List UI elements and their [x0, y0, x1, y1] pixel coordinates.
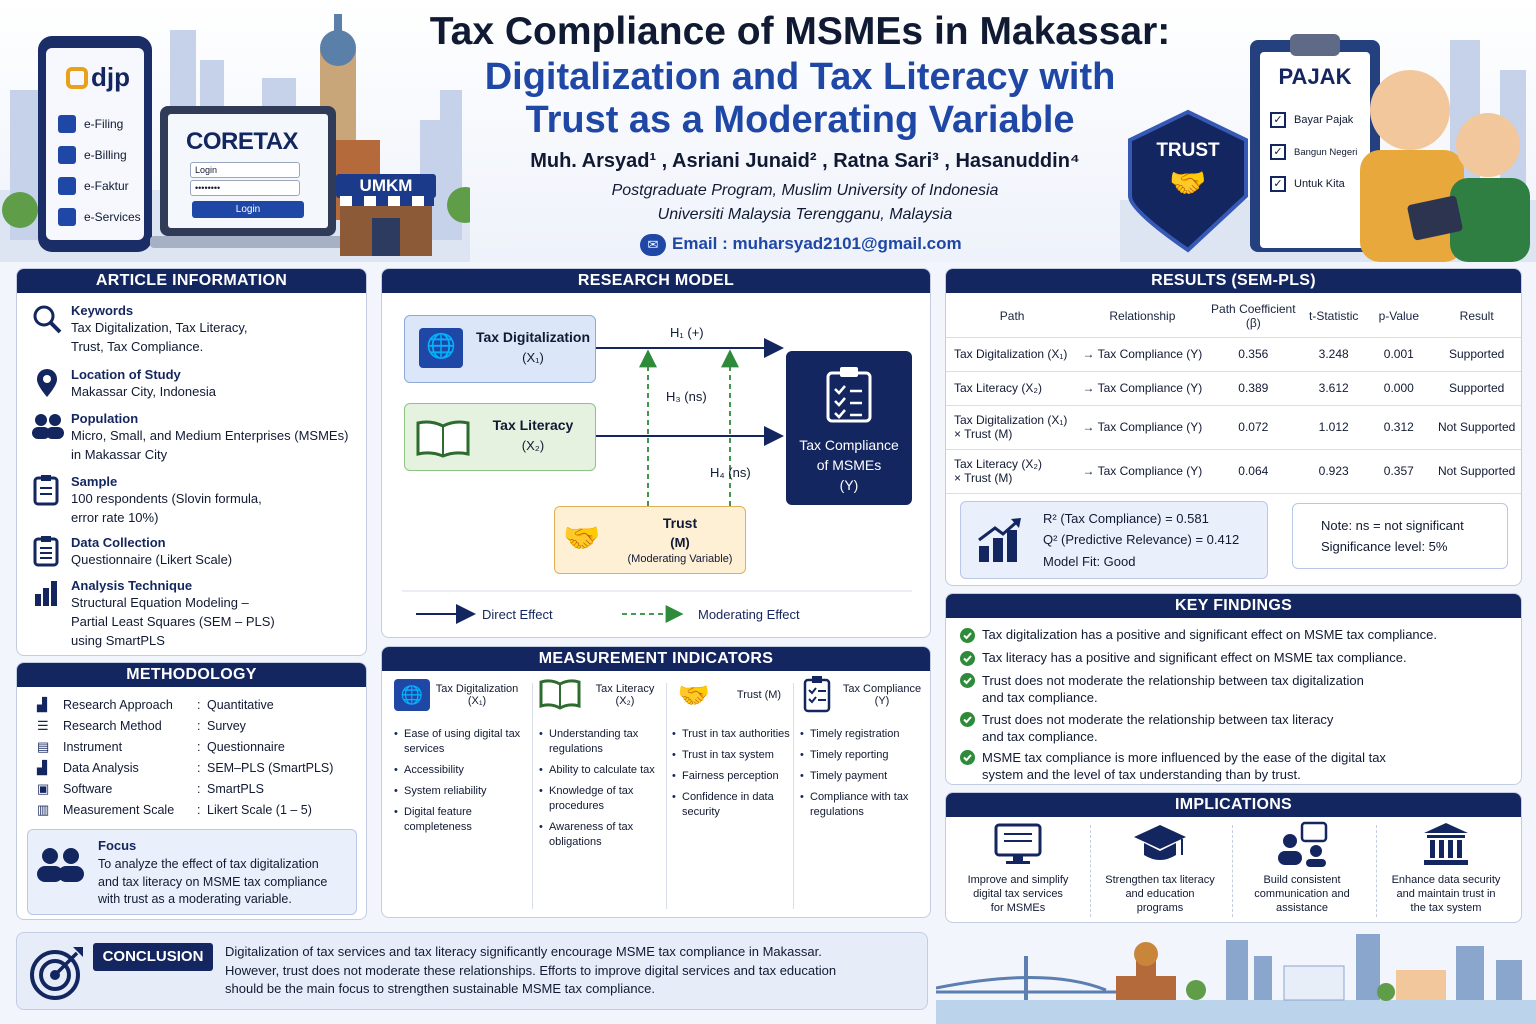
note-box: Note: ns = not significant Significance level: 5%: [1292, 503, 1508, 569]
search-icon: [31, 303, 71, 356]
article-info-title: ARTICLE INFORMATION: [17, 269, 366, 293]
method-row: ▣ Software : SmartPLS: [37, 781, 264, 796]
target-icon: [29, 945, 85, 1006]
clipboard-item: ✓ Bayar Pajak: [1270, 104, 1370, 136]
construct-trust: 🤝 Trust (M) (Moderating Variable): [554, 506, 746, 574]
column-divider: [532, 683, 533, 909]
handshake-icon: 🤝: [677, 679, 711, 710]
clipboard-title: PAJAK: [1278, 64, 1352, 89]
scale-icon: ▥: [37, 802, 50, 817]
email-icon: ✉: [640, 234, 666, 256]
monitor-icon: [948, 821, 1088, 873]
chart-icon: ▟: [37, 697, 47, 712]
trust-shield-label: TRUST: [1156, 140, 1220, 161]
implication-item: Enhance data security and maintain trust in the tax system: [1376, 821, 1516, 915]
method-row: ▥ Measurement Scale : Likert Scale (1 – 5): [37, 802, 312, 817]
people-icon: [36, 846, 86, 887]
conclusion-text: Digitalization of tax services and tax literacy significantly encourage MSME tax compliance in Makassar. However, trust does not moderate these relationships. Efforts to improve digital services and tax education should be the main focus to strengthen sustainable MSME tax compliance.: [225, 944, 837, 996]
check-circle-icon: [960, 711, 982, 745]
invoice-icon: [58, 177, 76, 195]
info-data-collection: Data Collection Questionnaire (Likert Scale): [31, 535, 367, 572]
measurement-panel: [381, 646, 931, 918]
table-row: Tax Digitalization (X₁) × Trust (M) → Tax Compliance (Y) 0.072 1.012 0.312 Not Supported: [946, 405, 1522, 449]
affiliation-1: Postgraduate Program, Muslim University of Indonesia: [611, 182, 999, 199]
indicator-column: 🌐 Tax Digitalization (X₁) • Ease of using digital tax services • Accessibility • System reliability • Digital feature completeness: [394, 671, 524, 903]
djp-logo-mark: [66, 67, 88, 89]
article-info-panel: [16, 268, 367, 656]
growth-chart-icon: [975, 516, 1025, 571]
globe-monitor-icon: 🌐: [419, 328, 463, 368]
checkbox-icon: ✓: [1270, 112, 1286, 128]
clipboard-item: ✓ Untuk Kita: [1270, 168, 1370, 200]
finding-item: Trust does not moderate the relationship between tax digitalization and tax compliance.: [960, 672, 1520, 706]
check-circle-icon: [960, 672, 982, 706]
user-icon: [58, 208, 76, 226]
poster-subtitle-line1: Digitalization and Tax Literacy with: [484, 56, 1116, 98]
methodology-title: METHODOLOGY: [17, 663, 366, 687]
software-icon: ▣: [37, 781, 50, 796]
table-row: Tax Literacy (X₂) → Tax Compliance (Y) 0.389 3.612 0.000 Supported: [946, 371, 1522, 405]
key-findings-panel: [945, 593, 1522, 785]
r2-value: R² (Tax Compliance) = 0.581: [1043, 511, 1209, 526]
conclusion-label: CONCLUSION: [93, 943, 213, 971]
results-table: [946, 295, 1522, 494]
billing-icon: [58, 146, 76, 164]
handshake-icon: 🤝: [1169, 167, 1207, 200]
check-circle-icon: [960, 650, 982, 669]
key-findings-title: KEY FINDINGS: [946, 594, 1521, 618]
indicator-column: Tax Literacy (X₂) • Understanding tax regulations • Ability to calculate tax • Knowledge of tax procedures • Awareness of tax obligations: [539, 671, 669, 903]
method-row: ▟ Data Analysis : SEM–PLS (SmartPLS): [37, 760, 334, 775]
method-row: ▟ Research Approach : Quantitative: [37, 697, 274, 712]
finding-item: Tax digitalization has a positive and significant effect on MSME tax compliance.: [960, 627, 1520, 646]
checklist-icon: [800, 675, 834, 716]
construct-x1: 🌐 Tax Digitalization (X₁): [404, 315, 596, 383]
info-keywords: Keywords Tax Digitalization, Tax Literacy, Trust, Tax Compliance.: [31, 303, 367, 356]
legend-moderating: Moderating Effect: [698, 607, 800, 622]
document-icon: ▤: [37, 739, 50, 754]
results-title: RESULTS (SEM-PLS): [946, 269, 1521, 293]
clipboard-list-icon: [31, 535, 71, 572]
construct-x2: Tax Literacy (X₂): [404, 403, 596, 471]
finding-item: Trust does not moderate the relationship between tax literacy and tax compliance.: [960, 711, 1520, 745]
implications-panel: [945, 792, 1522, 923]
analytics-icon: ▟: [37, 760, 47, 775]
legend-direct: Direct Effect: [482, 607, 553, 622]
checklist-icon: [824, 365, 874, 428]
finding-item: Tax literacy has a positive and significant effect on MSME tax compliance.: [960, 650, 1520, 669]
clipboard-list: [1270, 104, 1370, 200]
service-item[interactable]: e-Filing: [58, 108, 142, 139]
measurement-title: MEASUREMENT INDICATORS: [382, 647, 930, 671]
results-panel: [945, 268, 1522, 586]
authors: Muh. Arsyad¹ , Asriani Junaid² , Ratna Sari³ , Hasanuddin⁴: [530, 150, 1080, 172]
info-analysis-technique: Analysis Technique Structural Equation Modeling – Partial Least Squares (SEM – PLS) using SmartPLS: [31, 578, 367, 650]
service-item[interactable]: e-Services: [58, 201, 142, 232]
checkbox-icon: ✓: [1270, 144, 1286, 160]
coretax-logo: CORETAX: [186, 128, 299, 155]
bar-chart-icon: [31, 578, 71, 650]
focus-box: [27, 829, 357, 915]
indicator-column: 🤝 Trust (M) • Trust in tax authorities • Trust in tax system • Fairness perception • Confidence in data security: [672, 671, 802, 903]
model-fit-box: [960, 501, 1268, 579]
focus-heading: Focus: [98, 838, 137, 853]
column-divider: [793, 683, 794, 909]
research-model-title: RESEARCH MODEL: [382, 269, 930, 293]
affiliation-2: Universiti Malaysia Terengganu, Malaysia: [657, 206, 953, 223]
model-fit-value: Model Fit: Good: [1043, 554, 1136, 569]
poster-subtitle-line2: Trust as a Moderating Variable: [525, 99, 1075, 141]
check-circle-icon: [960, 627, 982, 646]
conclusion-panel: [16, 932, 928, 1010]
graduation-cap-icon: [1090, 821, 1230, 873]
location-pin-icon: [31, 367, 71, 404]
document-icon: [58, 115, 76, 133]
info-population: Population Micro, Small, and Medium Enterprises (MSMEs) in Makassar City: [31, 411, 367, 464]
clipboard-item: ✓ Bangun Negeri: [1270, 136, 1370, 168]
table-header-row: Path Relationship Path Coefficient (β) t-Statistic p-Value Result: [946, 295, 1522, 337]
book-icon: [415, 418, 471, 463]
indicator-column: Tax Compliance (Y) • Timely registration • Timely reporting • Timely payment • Compliance with tax regulations: [800, 671, 930, 903]
login-input[interactable]: Login: [190, 162, 300, 178]
poster-title: Tax Compliance of MSMEs in Makassar:: [429, 10, 1171, 53]
info-sample: Sample 100 respondents (Slovin formula, error rate 10%): [31, 474, 367, 527]
q2-value: Q² (Predictive Relevance) = 0.412: [1043, 532, 1240, 547]
globe-monitor-icon: 🌐: [394, 679, 430, 711]
shop-sign: UMKM: [359, 176, 413, 195]
login-button[interactable]: Login: [192, 201, 304, 218]
info-location: Location of Study Makassar City, Indonesia: [31, 367, 367, 404]
implication-item: Improve and simplify digital tax services for MSMEs: [948, 821, 1088, 915]
hypothesis-h4: H₄ (ns): [710, 465, 751, 480]
service-item[interactable]: e-Billing: [58, 139, 142, 170]
djp-logo: djp: [66, 62, 130, 93]
implication-item: Strengthen tax literacy and education programs: [1090, 821, 1230, 915]
clipboard-icon: [31, 474, 71, 527]
focus-text: To analyze the effect of tax digitalization and tax literacy on MSME tax compliance with trust as a moderating variable.: [98, 857, 328, 906]
password-input[interactable]: ••••••••: [190, 180, 300, 196]
consultation-icon: [1232, 821, 1372, 873]
database-icon: ☰: [37, 718, 49, 733]
implications-title: IMPLICATIONS: [946, 793, 1521, 817]
method-row: ☰ Research Method : Survey: [37, 718, 246, 733]
column-divider: [666, 683, 667, 909]
hypothesis-h3: H₃ (ns): [666, 389, 707, 404]
methodology-panel: [16, 662, 367, 920]
hypothesis-h1: H₁ (+): [670, 325, 704, 340]
city-skyline-illustration: [936, 926, 1536, 1024]
service-item[interactable]: e-Faktur: [58, 170, 142, 201]
people-icon: [31, 411, 71, 464]
method-row: ▤ Instrument : Questionnaire: [37, 739, 285, 754]
service-list: [58, 108, 142, 232]
check-circle-icon: [960, 749, 982, 783]
checkbox-icon: ✓: [1270, 176, 1286, 192]
construct-y: Tax Compliance of MSMEs (Y): [786, 351, 912, 505]
institution-icon: [1376, 821, 1516, 873]
finding-item: MSME tax compliance is more influenced by the ease of the digital tax system and the level of tax understanding than by trust.: [960, 749, 1520, 783]
book-icon: [539, 678, 581, 713]
table-row: Tax Digitalization (X₁) → Tax Compliance (Y) 0.356 3.248 0.001 Supported: [946, 337, 1522, 371]
implication-item: Build consistent communication and assistance: [1232, 821, 1372, 915]
research-model-panel: [381, 268, 931, 638]
email-link[interactable]: Email : muharsyad2101@gmail.com: [672, 234, 962, 253]
handshake-icon: 🤝: [563, 522, 601, 555]
table-row: Tax Literacy (X₂) × Trust (M) → Tax Compliance (Y) 0.064 0.923 0.357 Not Supported: [946, 449, 1522, 493]
